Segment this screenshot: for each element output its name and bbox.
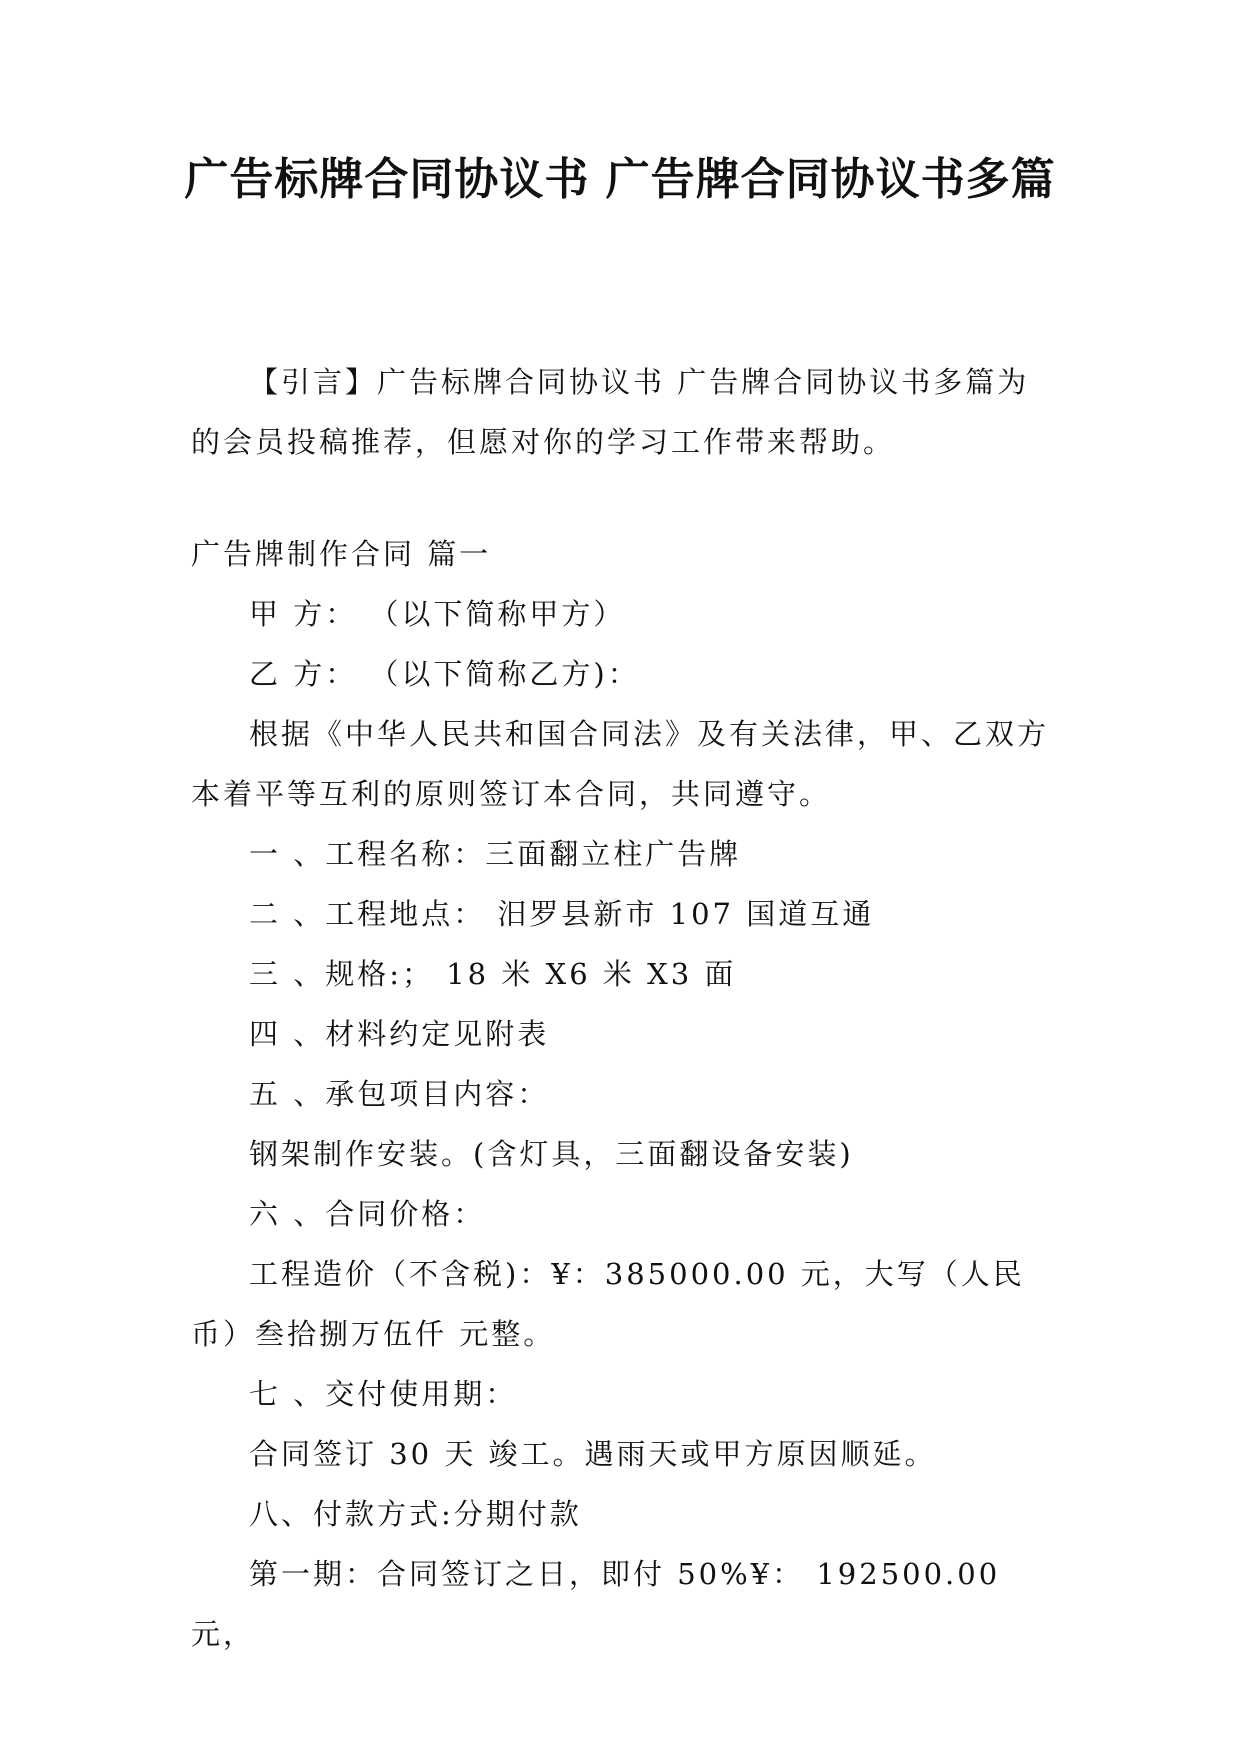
clause-price-detail: 工程造价（不含税)：¥：385000.00 元，大写（人民币）叁拾捌万伍仟 元整。	[191, 1257, 1025, 1351]
clause-price-heading: 六 、合同价格：	[249, 1197, 486, 1231]
preamble-paragraph: 根据《中华人民共和国合同法》及有关法律，甲、乙双方本着平等互利的原则签订本合同，共同遵守。	[191, 717, 1050, 811]
party-b-line: 乙 方： （以下简称乙方)：	[249, 657, 640, 691]
intro-paragraph: 【引言】广告标牌合同协议书 广告牌合同协议书多篇为的会员投稿推荐，但愿对你的学习工作带来帮助。	[191, 365, 1030, 459]
party-a-line: 甲 方： （以下简称甲方）	[249, 597, 626, 631]
clause-project-name: 一 、工程名称：三面翻立柱广告牌	[249, 837, 742, 871]
clause-project-location: 二 、工程地点： 汨罗县新市 107 国道互通	[249, 897, 875, 931]
clause-specification: 三 、规格:； 18 米 X6 米 X3 面	[249, 957, 737, 991]
clause-delivery-heading: 七 、交付使用期：	[249, 1377, 518, 1411]
clause-payment-first-installment: 第一期：合同签订之日，即付 50%¥： 192500.00 元，	[191, 1557, 1001, 1651]
clause-scope-detail: 钢架制作安装。(含灯具，三面翻设备安装)	[249, 1137, 854, 1171]
clause-scope-heading: 五 、承包项目内容：	[249, 1077, 550, 1111]
document-title: 广告标牌合同协议书 广告牌合同协议书多篇	[184, 154, 1056, 205]
intro-section	[191, 352, 1051, 472]
clause-materials: 四 、材料约定见附表	[249, 1017, 550, 1051]
clause-payment-heading: 八、付款方式:分期付款	[249, 1497, 582, 1531]
contract-body	[191, 524, 1051, 1664]
clause-delivery-detail: 合同签订 30 天 竣工。遇雨天或甲方原因顺延。	[249, 1437, 937, 1471]
section-heading: 广告牌制作合同 篇一	[191, 537, 492, 571]
